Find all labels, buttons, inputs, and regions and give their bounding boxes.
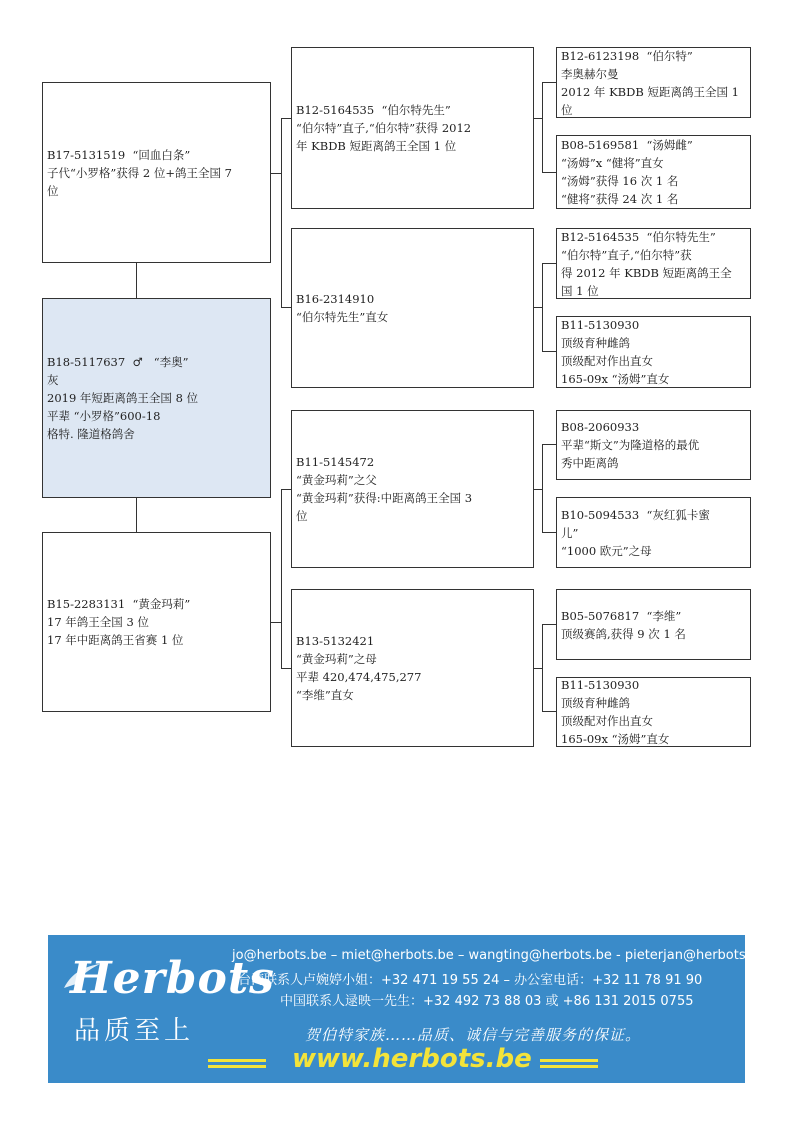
connector <box>136 497 137 533</box>
dam-sire-line: “黄金玛莉”之父 <box>296 473 377 487</box>
ssd-line: B08-5169581 “汤姆雌” <box>561 138 693 152</box>
ddd-line: 顶级育种雌鸽 <box>561 696 630 710</box>
divider <box>208 1065 266 1068</box>
subject-line: 2019 年短距离鸽王全国 8 位 <box>47 391 199 405</box>
dds-box <box>556 589 751 660</box>
connector <box>542 82 556 83</box>
dam-dam-line: 平辈 420,474,475,277 <box>296 670 422 684</box>
subject-line: 平辈 “小罗格”600-18 <box>47 409 161 423</box>
connector <box>542 532 556 533</box>
connector <box>542 624 556 625</box>
subject-line: B18-5117637 ♂ “李奥” <box>47 355 189 369</box>
sire-dam-box <box>291 228 534 388</box>
tagline: 贺伯特家族……品质、诚信与完善服务的保证。 <box>305 1026 642 1044</box>
ddd-line: 顶级配对作出直女 <box>561 714 653 728</box>
connector <box>136 262 137 298</box>
sss-line: 位 <box>561 102 573 117</box>
dam-dam-line: “李维”直女 <box>296 688 354 702</box>
sire-line: 位 <box>47 183 59 198</box>
sdd-line: B11-5130930 <box>561 318 640 332</box>
divider <box>208 1059 266 1062</box>
slogan: 品质至上 <box>74 1016 195 1046</box>
subject-line: 格特. 隆道格鸽舍 <box>47 427 135 441</box>
dam-sire-line: “黄金玛莉”获得:中距离鸽王全国 3 <box>296 491 473 505</box>
website-link[interactable]: www.herbots.be <box>292 1044 532 1074</box>
dam-sire-box <box>291 410 534 568</box>
subject-box <box>42 298 271 498</box>
dsd-line: “1000 欧元”之母 <box>561 543 652 558</box>
sire-sire-box <box>291 47 534 209</box>
sire-box <box>42 82 271 263</box>
dds-line: 顶级赛鸽,获得 9 次 1 名 <box>561 626 686 641</box>
dam-dam-line: “黄金玛莉”之母 <box>296 652 377 666</box>
sds-line: 国 1 位 <box>561 283 599 298</box>
dsd-line: 儿” <box>561 525 579 540</box>
sire-sire-line: 年 KBDB 短距离鸽王全国 1 位 <box>296 139 457 153</box>
connector <box>281 489 291 490</box>
connector <box>281 118 282 308</box>
sire-line: 子代“小罗格”获得 2 位+鸽王全国 7 <box>47 165 232 180</box>
connector <box>542 263 556 264</box>
connector <box>281 489 282 669</box>
ddd-line: 165-09x “汤姆”直女 <box>561 732 670 746</box>
ddd-box <box>556 677 751 747</box>
dds-line: B05-5076817 “李维” <box>561 608 682 623</box>
dss-box <box>556 410 751 480</box>
dam-line: 17 年中距离鸽王省赛 1 位 <box>47 633 184 647</box>
sire-sire-line: B12-5164535 “伯尔特先生” <box>296 103 451 117</box>
sdd-line: 顶级配对作出直女 <box>561 354 653 368</box>
sdd-line: 顶级育种雌鸽 <box>561 336 630 350</box>
subject-line: 灰 <box>47 373 59 387</box>
sss-line: B12-6123198 “伯尔特” <box>561 48 693 63</box>
sdd-line: 165-09x “汤姆”直女 <box>561 372 670 386</box>
sss-line: 李奥赫尔曼 <box>561 66 619 81</box>
email-list[interactable]: jo@herbots.be – miet@herbots.be – wangting@herbots.be - pieterjan@herbots.be <box>232 948 766 963</box>
dss-line: 平辈“斯文”为隆道格的最优 <box>561 438 700 452</box>
connector <box>542 444 556 445</box>
connector <box>542 624 543 712</box>
dsd-line: B10-5094533 “灰红狐卡蜜 <box>561 507 710 522</box>
connector <box>281 668 291 669</box>
connector <box>542 263 543 352</box>
connector <box>542 711 556 712</box>
dam-sire-line: B11-5145472 <box>296 455 375 469</box>
ddd-line: B11-5130930 <box>561 678 640 692</box>
sdd-box <box>556 316 751 388</box>
china-contact: 中国联系人逯映一先生：+32 492 73 88 03 或 +86 131 2015 0755 <box>280 994 694 1009</box>
sss-line: 2012 年 KBDB 短距离鸽王全国 1 <box>561 84 739 99</box>
sire-dam-line: “伯尔特先生”直女 <box>296 310 389 324</box>
dss-line: 秀中距离鸽 <box>561 456 619 470</box>
herbots-logo: Herbots <box>70 953 275 1004</box>
divider <box>540 1059 598 1062</box>
ssd-line: “汤姆”获得 16 次 1 名 <box>561 174 679 188</box>
sds-line: 得 2012 年 KBDB 短距离鸽王全 <box>561 265 732 280</box>
dam-sire-line: 位 <box>296 509 308 523</box>
sire-line: B17-5131519 “回血白条” <box>47 147 191 162</box>
connector <box>281 307 291 308</box>
dsd-box <box>556 497 751 568</box>
dam-box <box>42 532 271 712</box>
ssd-line: “健将”获得 24 次 1 名 <box>561 192 679 206</box>
sds-box <box>556 228 751 299</box>
sds-line: “伯尔特”直子,“伯尔特”获 <box>561 247 692 262</box>
connector <box>542 351 556 352</box>
dss-line: B08-2060933 <box>561 420 640 434</box>
dam-dam-box <box>291 589 534 747</box>
divider <box>540 1065 598 1068</box>
connector <box>542 82 543 173</box>
taiwan-contact: 台湾联系人卢婉婷小姐：+32 471 19 55 24 – 办公室电话：+32 11 78 91 90 <box>238 973 703 988</box>
connector <box>542 444 543 533</box>
dam-line: B15-2283131 “黄金玛莉” <box>47 597 191 611</box>
sss-box <box>556 47 751 118</box>
dam-line: 17 年鸽王全国 3 位 <box>47 615 149 629</box>
sire-sire-line: “伯尔特”直子,“伯尔特”获得 2012 <box>296 121 472 135</box>
sds-line: B12-5164535 “伯尔特先生” <box>561 229 716 244</box>
ssd-line: “汤姆”x “健将”直女 <box>561 156 664 170</box>
sire-dam-line: B16-2314910 <box>296 292 375 306</box>
connector <box>542 172 556 173</box>
ssd-box <box>556 135 751 209</box>
dam-dam-line: B13-5132421 <box>296 634 375 648</box>
connector <box>281 118 291 119</box>
